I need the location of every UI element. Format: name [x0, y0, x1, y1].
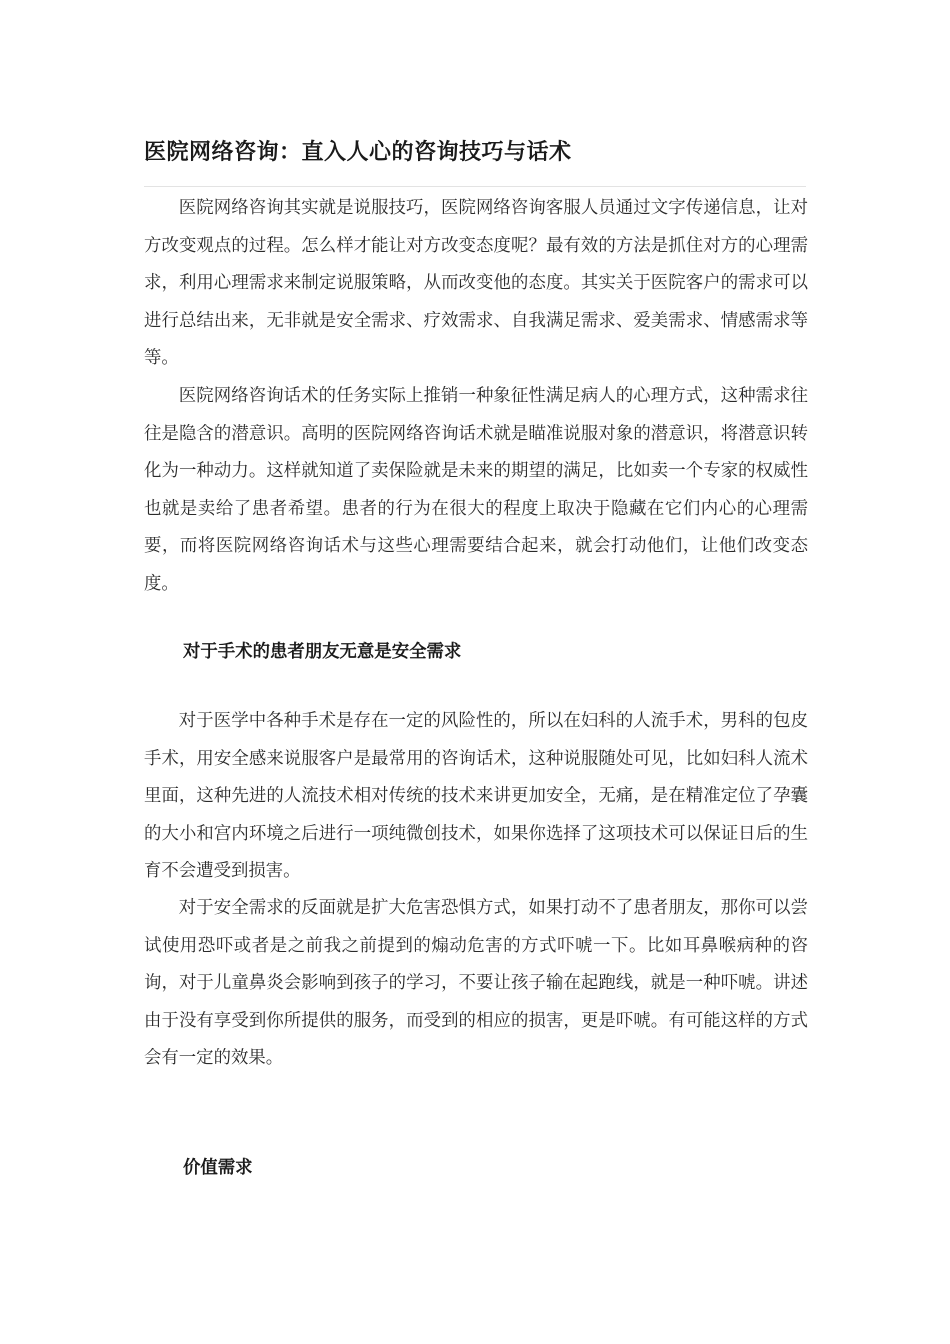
safety-paragraph-2: 对于安全需求的反面就是扩大危害恐惧方式，如果打动不了患者朋友，那你可以尝试使用恐吓或者是之前我之前提到的煽动危害的方式吓唬一下。比如耳鼻喉病种的咨询，对于儿童鼻炎会影响到孩子的学习，不要让孩子输在起跑线，就是一种吓唬。讲述由于没有享受到你所提供的服务，而受到的相应的损害，更是吓唬。有可能这样的方式会有一定的效果。 — [144, 898, 808, 1068]
intro-paragraph-2: 医院网络咨询话术的任务实际上推销一种象征性满足病人的心理方式，这种需求往往是隐含的潜意识。高明的医院网络咨询话术就是瞄准说服对象的潜意识，将潜意识转化为一种动力。这样就知道了卖保险就是未来的期望的满足，比如卖一个专家的权威性也就是卖给了患者希望。患者的行为在很大的程度上取决于隐藏在它们内心的心理需要，而将医院网络咨询话术与这些心理需要结合起来，就会打动他们，让他们改变态度。 — [144, 386, 808, 594]
section-heading-value: 价值需求 — [183, 1158, 253, 1178]
section-heading-safety: 对于手术的患者朋友无意是安全需求 — [183, 642, 462, 662]
title-divider — [144, 186, 806, 187]
intro-paragraph-1: 医院网络咨询其实就是说服技巧，医院网络咨询客服人员通过文字传递信息，让对方改变观点的过程。怎么样才能让对方改变态度呢？最有效的方法是抓住对方的心理需求，利用心理需求来制定说服策略，从而改变他的态度。其实关于医院客户的需求可以进行总结出来，无非就是安全需求、疗效需求、自我满足需求、爱美需求、情感需求等等。 — [144, 198, 808, 368]
article-title: 医院网络咨询：直入人心的咨询技巧与话术 — [144, 139, 572, 165]
safety-paragraph-1: 对于医学中各种手术是存在一定的风险性的，所以在妇科的人流手术，男科的包皮手术，用安全感来说服客户是最常用的咨询话术，这种说服随处可见，比如妇科人流术里面，这种先进的人流技术相对传统的技术来讲更加安全，无痛，是在精准定位了孕囊的大小和宫内环境之后进行一项纯微创技术，如果你选择了这项技术可以保证日后的生育不会遭受到损害。 — [144, 711, 808, 881]
